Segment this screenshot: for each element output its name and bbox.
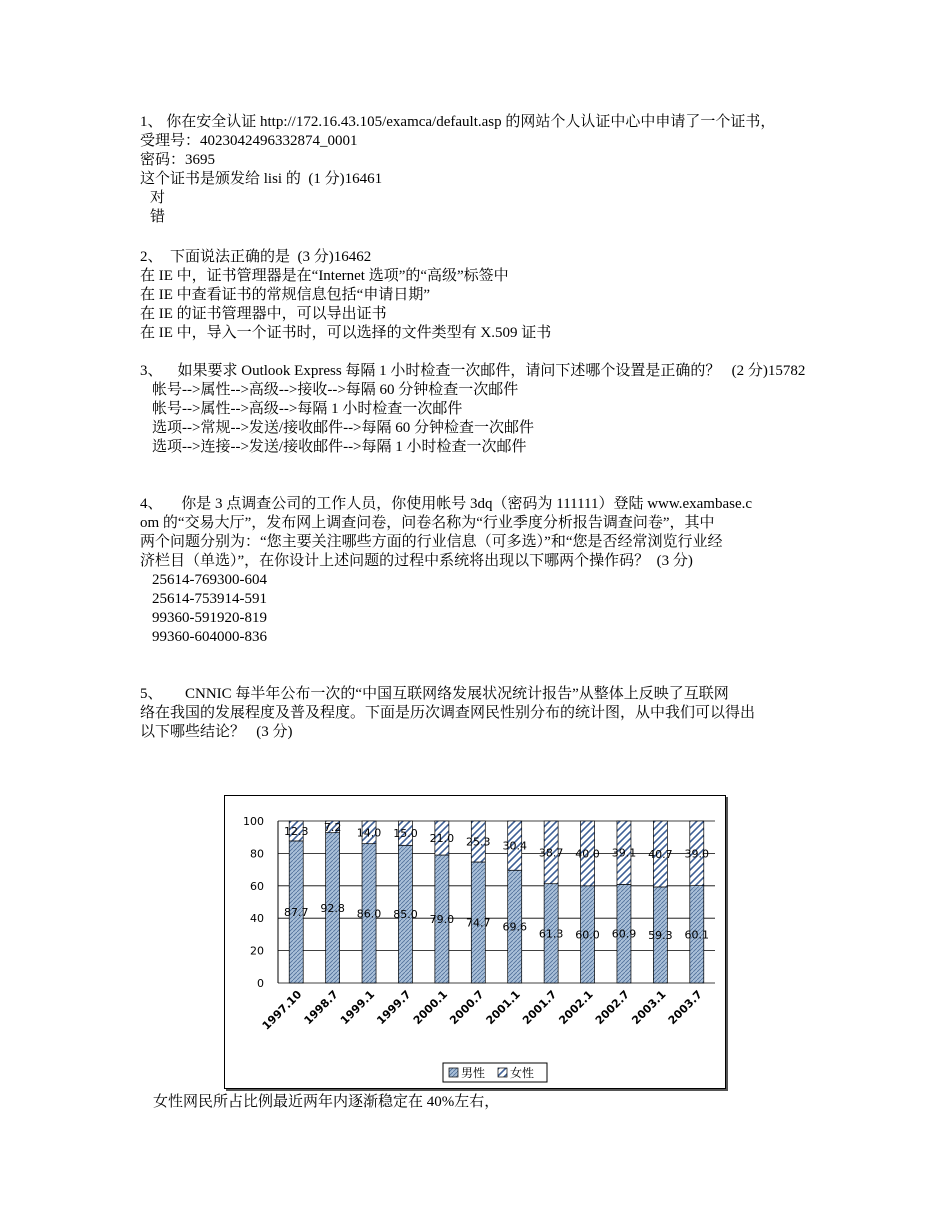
- data-label-male: 86.0: [356, 907, 382, 921]
- document-body: [140, 113, 810, 742]
- y-tick-label: 20: [250, 944, 264, 958]
- legend-female-swatch: [498, 1068, 507, 1077]
- q4-line2: om 的“交易大厅”，发布网上调查问卷，问卷名称为“行业季度分析报告调查问卷”，其中: [140, 515, 715, 531]
- data-label-male: 69.6: [502, 920, 527, 934]
- q4-line1: 4、 你是 3 点调查公司的工作人员，你使用帐号 3dq（密码为 111111）登陆 www.exambase.c: [140, 496, 753, 512]
- q3-option[interactable]: 帐号-->属性-->高级-->接收-->每隔 60 分钟检查一次邮件: [152, 382, 519, 398]
- q4-option[interactable]: 99360-591920-819: [152, 610, 267, 626]
- data-label-male: 60.9: [611, 927, 637, 941]
- data-label-male: 60.1: [684, 928, 710, 942]
- y-tick-label: 80: [250, 847, 264, 861]
- y-tick-label: 100: [243, 815, 264, 828]
- x-tick-label: 2003.7: [665, 987, 705, 1028]
- q3-title: 3、 如果要求 Outlook Express 每隔 1 小时检查一次邮件，请问下述哪个设置是正确的？ (2 分)15782: [140, 363, 806, 379]
- q1-line2: 受理号：4023042496332874_0001: [140, 133, 358, 149]
- x-tick-label: 2001.7: [520, 987, 560, 1028]
- data-label-male: 74.7: [466, 916, 491, 930]
- data-label-female: 40.0: [575, 847, 600, 861]
- x-tick-label: 1998.7: [301, 987, 341, 1028]
- x-tick-label: 2000.7: [447, 987, 487, 1028]
- legend-female-label: 女性: [510, 1066, 535, 1080]
- q3-option[interactable]: 帐号-->属性-->高级-->每隔 1 小时检查一次邮件: [152, 401, 463, 417]
- q2-option[interactable]: 在 IE 的证书管理器中，可以导出证书: [140, 306, 387, 322]
- x-tick-label: 2001.1: [483, 987, 523, 1028]
- data-label-male: 92.8: [320, 901, 345, 915]
- data-label-female: 39.0: [684, 847, 710, 861]
- data-label-male: 79.0: [429, 913, 455, 927]
- y-tick-label: 40: [250, 912, 264, 926]
- data-label-female: 38.7: [538, 846, 564, 860]
- y-tick-label: 60: [250, 879, 264, 893]
- q2-option[interactable]: 在 IE 中，证书管理器是在“Internet 选项”的“高级”标签中: [140, 268, 509, 284]
- data-label-male: 87.7: [283, 905, 309, 919]
- data-label-male: 85.0: [393, 908, 418, 922]
- x-tick-label: 2002.7: [592, 987, 633, 1028]
- x-tick-label: 1999.7: [374, 987, 414, 1028]
- q4-line3: 两个问题分别为：“您主要关注哪些方面的行业信息（可多选）”和“您是否经常浏览行业经: [140, 534, 723, 550]
- data-label-female: 39.1: [611, 846, 637, 860]
- x-tick-label: 2002.1: [556, 987, 596, 1028]
- q2-option[interactable]: 在 IE 中，导入一个证书时，可以选择的文件类型有 X.509 证书: [140, 325, 552, 341]
- q2-title: 2、 下面说法正确的是 (3 分)16462: [140, 249, 372, 265]
- legend-male-swatch: [449, 1068, 458, 1077]
- data-label-male: 61.3: [538, 927, 564, 941]
- q1-option-false[interactable]: 错: [150, 209, 166, 225]
- q4-option[interactable]: 25614-753914-591: [152, 591, 267, 607]
- gender-distribution-chart: [224, 795, 726, 1089]
- data-label-male: 59.3: [648, 928, 673, 942]
- data-label-female: 14.0: [356, 826, 382, 840]
- data-label-female: 15.0: [393, 827, 418, 841]
- chart-legend: [443, 1063, 547, 1082]
- q5-line2: 络在我国的发展程度及普及程度。下面是历次调查网民性别分布的统计图，从中我们可以得出: [140, 705, 756, 721]
- data-label-female: 7.2: [323, 820, 342, 834]
- q5-line1: 5、 CNNIC 每半年公布一次的“中国互联网络发展状况统计报告”从整体上反映了互联网: [140, 686, 729, 702]
- q2-option[interactable]: 在 IE 中查看证书的常规信息包括“申请日期”: [140, 287, 430, 303]
- chart-canvas: [225, 796, 725, 1088]
- x-tick-label: 2000.1: [410, 987, 450, 1028]
- data-label-female: 40.7: [648, 847, 673, 861]
- q5-line3: 以下哪些结论？ (3 分): [140, 724, 293, 740]
- data-label-female: 12.3: [283, 824, 309, 838]
- q4-option[interactable]: 25614-769300-604: [152, 572, 267, 588]
- x-tick-label: 1999.1: [337, 987, 378, 1028]
- data-label-male: 60.0: [575, 928, 600, 942]
- x-tick-label: 2003.1: [629, 987, 669, 1028]
- q1-line3: 密码：3695: [140, 152, 216, 168]
- data-label-female: 25.3: [466, 835, 491, 849]
- x-tick-label: 1997.10: [259, 987, 305, 1033]
- data-label-female: 30.4: [502, 839, 527, 853]
- q1-line4: 这个证书是颁发给 lisi 的 (1 分)16461: [140, 171, 383, 187]
- legend-male-label: 男性: [461, 1066, 486, 1080]
- q5-option[interactable]: 女性网民所占比例最近两年内逐渐稳定在 40%左右，: [153, 1094, 500, 1110]
- q1-option-true[interactable]: 对: [150, 190, 166, 206]
- q1-line1: 1、 你在安全认证 http://172.16.43.105/examca/default.asp 的网站个人认证中心中申请了一个证书，: [140, 114, 776, 130]
- y-tick-label: 0: [257, 977, 264, 990]
- q3-option[interactable]: 选项-->连接-->发送/接收邮件-->每隔 1 小时检查一次邮件: [152, 439, 527, 455]
- q4-option[interactable]: 99360-604000-836: [152, 629, 267, 645]
- q3-option[interactable]: 选项-->常规-->发送/接收邮件-->每隔 60 分钟检查一次邮件: [152, 420, 535, 436]
- data-label-female: 21.0: [429, 832, 455, 846]
- q4-line4: 济栏目（单选）”，在你设计上述问题的过程中系统将出现以下哪两个操作码？ (3 分): [140, 553, 693, 569]
